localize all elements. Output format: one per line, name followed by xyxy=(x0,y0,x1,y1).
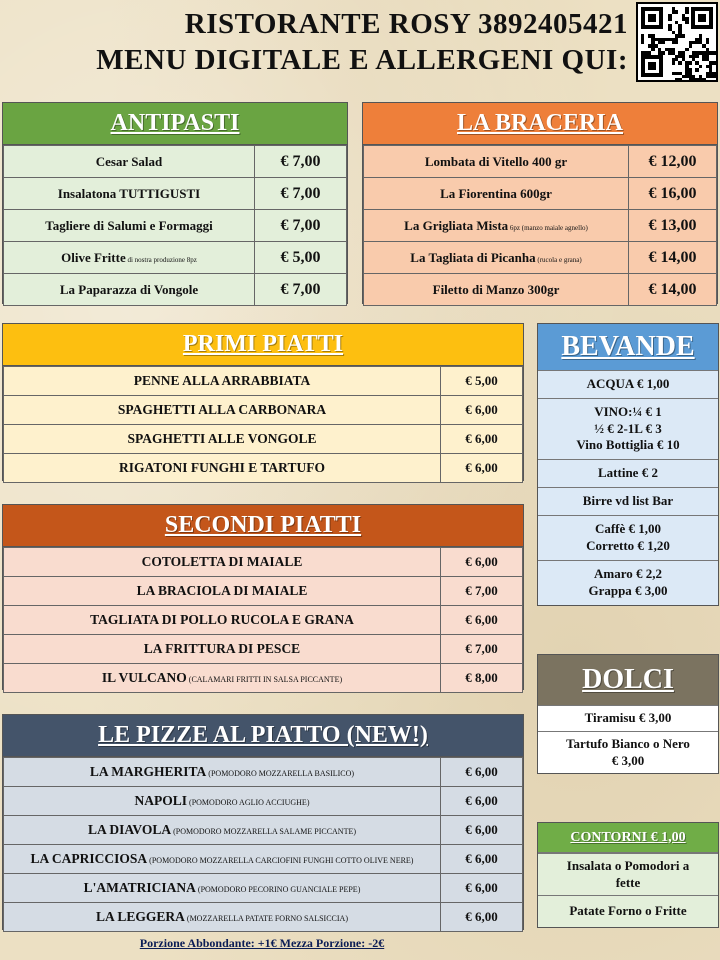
dish-price: € 6,00 xyxy=(441,816,523,845)
qr-module xyxy=(678,78,681,81)
dish-price: € 6,00 xyxy=(441,425,523,454)
dish-cell xyxy=(4,210,255,242)
dish-name: La Tagliata di Picanha xyxy=(410,249,536,265)
dish-price: € 16,00 xyxy=(629,178,717,210)
bevande-item-text xyxy=(576,404,679,455)
dish-price: € 6,00 xyxy=(441,758,523,787)
dish-name: LA BRACIOLA DI MAIALE xyxy=(136,583,308,598)
menu-row xyxy=(4,903,523,932)
dish-name: Lombata di Vitello 400 gr xyxy=(424,153,568,169)
dish-name: IL VULCANO xyxy=(101,670,187,685)
dish-name: La Fiorentina 600gr xyxy=(440,185,552,201)
dish-cell xyxy=(4,787,441,816)
dish-price: € 6,00 xyxy=(441,787,523,816)
qr-module xyxy=(689,44,692,47)
qr-module xyxy=(689,61,692,64)
menu-row xyxy=(4,367,523,396)
dish-note: (CALAMARI FRITTI IN SALSA PICCANTE) xyxy=(186,675,343,684)
bevande-item-text xyxy=(587,376,670,393)
dish-cell xyxy=(4,664,441,693)
dish-cell xyxy=(364,178,629,210)
menu-row xyxy=(4,454,523,483)
bevande-item xyxy=(538,515,718,560)
digital-menu-caption: MENU DIGITALE E ALLERGENI QUI: xyxy=(96,44,628,76)
qr-finder xyxy=(641,7,663,29)
menu-row xyxy=(364,178,717,210)
antipasti-title: ANTIPASTI xyxy=(3,103,347,145)
dish-cell xyxy=(4,845,441,874)
dish-price: € 7,00 xyxy=(441,635,523,664)
primi-title: PRIMI PIATTI xyxy=(3,324,523,366)
item-line: ½ € 2-1L € 3 xyxy=(594,420,662,436)
dish-name: RIGATONI FUNGHI E TARTUFO xyxy=(119,460,325,475)
dish-price: € 6,00 xyxy=(441,874,523,903)
menu-row xyxy=(4,635,523,664)
qr-module xyxy=(648,51,651,54)
item-line: Caffè € 1,00 xyxy=(594,521,662,537)
braceria-table xyxy=(363,145,717,306)
dish-cell xyxy=(4,816,441,845)
qr-module xyxy=(668,17,671,20)
dish-cell xyxy=(4,367,441,396)
qr-module xyxy=(702,78,705,81)
braceria-section xyxy=(362,102,718,304)
contorni-item-text xyxy=(567,858,689,892)
dish-name: NAPOLI xyxy=(134,793,188,808)
qr-module xyxy=(682,34,685,37)
menu-row xyxy=(4,845,523,874)
dish-price: € 6,00 xyxy=(441,454,523,483)
qr-module xyxy=(675,41,678,44)
dish-cell xyxy=(364,242,629,274)
dish-note: 6pz (manzo maiale agnello) xyxy=(508,223,588,232)
dish-name: SPAGHETTI ALLA CARBONARA xyxy=(117,402,327,417)
item-line: Birre vd list Bar xyxy=(582,493,674,509)
antipasti-table xyxy=(3,145,347,306)
antipasti-section xyxy=(2,102,348,304)
menu-row xyxy=(4,274,347,306)
item-line: Insalata o Pomodori a xyxy=(566,857,690,873)
dish-cell xyxy=(4,903,441,932)
qr-module xyxy=(641,41,644,44)
primi-section xyxy=(2,323,524,481)
dolci-item xyxy=(538,731,718,773)
dish-cell xyxy=(4,146,255,178)
dish-name: PENNE ALLA ARRABBIATA xyxy=(133,373,311,388)
dish-cell xyxy=(4,635,441,664)
dish-name: TAGLIATA DI POLLO RUCOLA E GRANA xyxy=(90,612,354,627)
dolci-item-text xyxy=(585,710,672,727)
item-line: Tartufo Bianco o Nero xyxy=(566,735,690,751)
secondi-section xyxy=(2,504,524,690)
contorni-title: CONTORNI € 1,00 xyxy=(538,823,718,853)
qr-module xyxy=(678,61,681,64)
dish-cell xyxy=(4,606,441,635)
dish-cell xyxy=(4,425,441,454)
bevande-item xyxy=(538,560,718,605)
contorni-item-text xyxy=(569,903,686,920)
bevande-item xyxy=(538,487,718,515)
dish-cell xyxy=(364,146,629,178)
dish-name: LA LEGGERA xyxy=(96,909,185,924)
item-line: Corretto € 1,20 xyxy=(586,538,670,553)
dish-name: COTOLETTA DI MAIALE xyxy=(141,554,303,569)
dish-price: € 6,00 xyxy=(441,548,523,577)
dish-name: SPAGHETTI ALLE VONGOLE xyxy=(127,431,317,446)
dish-price: € 7,00 xyxy=(255,146,347,178)
menu-row xyxy=(4,178,347,210)
dish-name: L'AMATRICIANA xyxy=(83,880,196,895)
header xyxy=(0,0,720,96)
dish-price: € 6,00 xyxy=(441,606,523,635)
dish-cell xyxy=(4,548,441,577)
menu-row xyxy=(364,242,717,274)
qr-module xyxy=(712,61,715,64)
bevande-item-text xyxy=(583,493,673,510)
dish-note: (POMODORO MOZZARELLA CARCIOFINI FUNGHI COTTO OLIVE NERE) xyxy=(147,856,414,865)
portion-note: Porzione Abbondante: +1€ Mezza Porzione: -2€ xyxy=(139,936,385,950)
qr-finder xyxy=(691,7,713,29)
dish-cell xyxy=(4,178,255,210)
dish-price: € 14,00 xyxy=(629,242,717,274)
menu-row xyxy=(364,210,717,242)
dish-name: LA MARGHERITA xyxy=(89,764,207,779)
pizze-title: LE PIZZE AL PIATTO (NEW!) xyxy=(3,715,523,757)
menu-row xyxy=(4,548,523,577)
secondi-table xyxy=(3,547,523,693)
contorni-section xyxy=(537,822,719,928)
dish-price: € 6,00 xyxy=(441,845,523,874)
item-line: € 3,00 xyxy=(611,752,645,768)
qr-module xyxy=(675,10,678,13)
menu-row xyxy=(4,396,523,425)
menu-row xyxy=(364,146,717,178)
dish-price: € 5,00 xyxy=(255,242,347,274)
dish-price: € 5,00 xyxy=(441,367,523,396)
dish-name: LA FRITTURA DI PESCE xyxy=(143,641,301,656)
dish-price: € 8,00 xyxy=(441,664,523,693)
item-line: Vino Bottiglia € 10 xyxy=(576,437,680,453)
qr-code-icon[interactable] xyxy=(636,2,718,82)
item-line: VINO:¼ € 1 xyxy=(594,403,662,419)
menu-row xyxy=(4,210,347,242)
qr-module xyxy=(706,41,709,44)
qr-module xyxy=(695,68,698,71)
menu-row xyxy=(4,874,523,903)
dish-price: € 7,00 xyxy=(441,577,523,606)
bevande-item-text xyxy=(598,465,658,482)
item-line: Grappa € 3,00 xyxy=(588,583,668,598)
dolci-item xyxy=(538,705,718,731)
menu-row xyxy=(4,606,523,635)
dish-cell xyxy=(4,454,441,483)
bevande-item xyxy=(538,398,718,459)
menu-row xyxy=(4,577,523,606)
dish-note: (POMODORO PECORINO GUANCIALE PEPE) xyxy=(195,885,361,894)
dish-cell xyxy=(4,274,255,306)
menu-row xyxy=(4,664,523,693)
menu-row xyxy=(4,816,523,845)
menu-row xyxy=(4,146,347,178)
qr-module xyxy=(685,21,688,24)
qr-module xyxy=(699,65,702,68)
dish-cell xyxy=(364,210,629,242)
dish-price: € 12,00 xyxy=(629,146,717,178)
dolci-title: DOLCI xyxy=(538,655,718,705)
item-line: Patate Forno o Fritte xyxy=(569,903,687,919)
dish-price: € 6,00 xyxy=(441,396,523,425)
dish-name: Insalatona TUTTIGUSTI xyxy=(57,185,201,201)
dish-name: Cesar Salad xyxy=(95,153,163,169)
qr-module xyxy=(661,51,664,54)
menu-row xyxy=(364,274,717,306)
qr-module xyxy=(661,41,664,44)
dish-name: Olive Fritte xyxy=(61,249,126,265)
qr-finder xyxy=(641,55,663,77)
dish-price: € 14,00 xyxy=(629,274,717,306)
bevande-item xyxy=(538,370,718,398)
dish-name: La Grigliata Mista xyxy=(404,217,509,233)
pizze-section xyxy=(2,714,524,930)
qr-module xyxy=(685,48,688,51)
bevande-section xyxy=(537,323,719,606)
dish-price: € 7,00 xyxy=(255,210,347,242)
dish-price: € 7,00 xyxy=(255,178,347,210)
dish-note: (POMODORO MOZZARELLA BASILICO) xyxy=(206,769,355,778)
dish-note: (POMODORO AGLIO ACCIUGHE) xyxy=(187,798,310,807)
qr-module xyxy=(685,10,688,13)
bevande-title: BEVANDE xyxy=(538,324,718,370)
dish-name: LA DIAVOLA xyxy=(87,822,172,837)
contorni-item xyxy=(538,895,718,927)
dish-cell xyxy=(4,577,441,606)
item-line: Amaro € 2,2 xyxy=(593,566,662,582)
item-line: ACQUA € 1,00 xyxy=(586,376,670,392)
dish-name: Filetto di Manzo 300gr xyxy=(432,281,560,297)
item-line: Tiramisu € 3,00 xyxy=(584,710,672,726)
qr-module xyxy=(672,61,675,64)
pizze-table xyxy=(3,757,523,932)
primi-table xyxy=(3,366,523,483)
item-line: fette xyxy=(615,874,641,890)
contorni-item xyxy=(538,853,718,895)
dish-name: LA CAPRICCIOSA xyxy=(30,851,148,866)
dish-cell xyxy=(4,758,441,787)
dish-note: di nostra produzione 8pz xyxy=(125,255,197,264)
dish-cell xyxy=(4,396,441,425)
dish-cell xyxy=(4,874,441,903)
dish-cell xyxy=(364,274,629,306)
dish-name: Tagliere di Salumi e Formaggi xyxy=(45,217,213,233)
dish-name: La Paparazza di Vongole xyxy=(59,281,199,297)
qr-module xyxy=(695,55,698,58)
dish-price: € 7,00 xyxy=(255,274,347,306)
menu-row xyxy=(4,787,523,816)
qr-module xyxy=(651,48,654,51)
dolci-item-text xyxy=(566,736,690,770)
bevande-item-text xyxy=(588,566,667,600)
dish-note: (rucola e grana) xyxy=(535,255,582,264)
braceria-title: LA BRACERIA xyxy=(363,103,717,145)
dolci-section xyxy=(537,654,719,774)
menu-row xyxy=(4,425,523,454)
item-line: Lattine € 2 xyxy=(598,465,658,481)
bevande-item xyxy=(538,459,718,487)
dish-price: € 13,00 xyxy=(629,210,717,242)
menu-row xyxy=(4,242,347,274)
qr-module xyxy=(712,51,715,54)
restaurant-name-phone: RISTORANTE ROSY 3892405421 xyxy=(184,8,628,40)
secondi-title: SECONDI PIATTI xyxy=(3,505,523,547)
dish-price: € 6,00 xyxy=(441,903,523,932)
dish-cell xyxy=(4,242,255,274)
dish-note: (POMODORO MOZZARELLA SALAME PICCANTE) xyxy=(171,827,357,836)
bevande-item-text xyxy=(586,521,670,555)
menu-row xyxy=(4,758,523,787)
dish-note: (MOZZARELLA PATATE FORNO SALSICCIA) xyxy=(184,914,348,923)
qr-module xyxy=(712,75,715,78)
